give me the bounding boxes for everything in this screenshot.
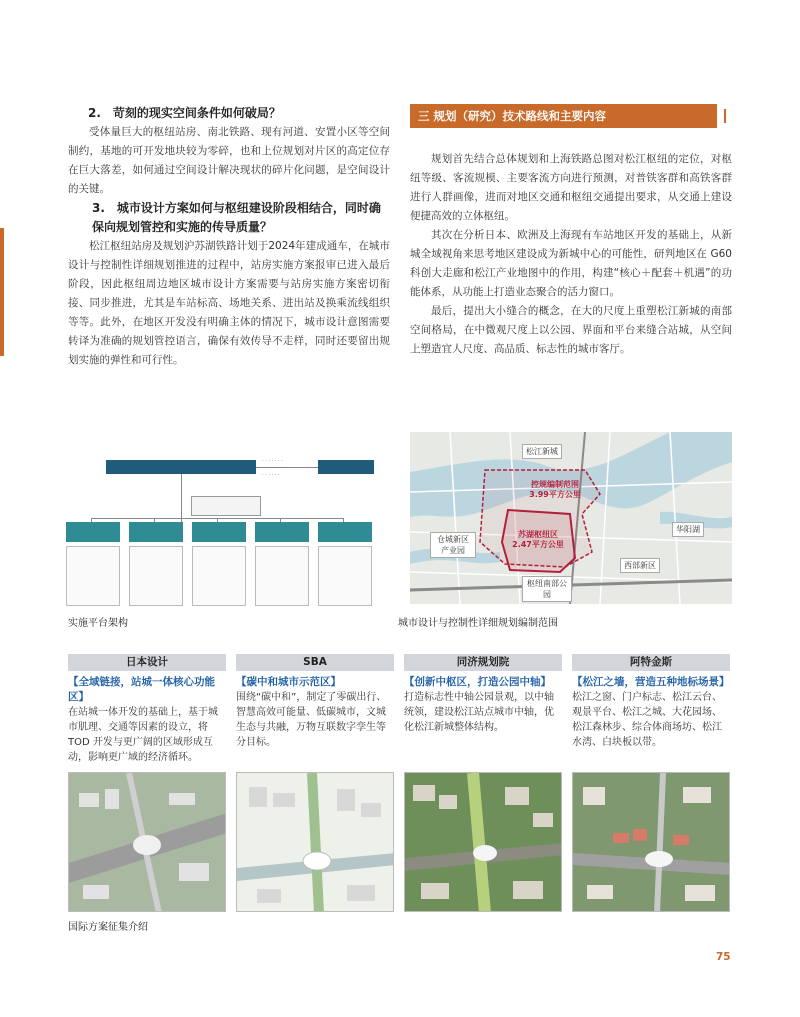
section-header-tail: [712, 104, 732, 128]
proposal-1-desc: 在站城一体开发的基础上，基于城市肌理、交通等因素的设立，将 TOD 开发与更广阔的区域形成互动，影响更广域的经济循环。: [68, 707, 218, 763]
right-paragraph-1: 规划首先结合总体规划和上海铁路总图对松江枢纽的定位，对枢纽等级、客流规模、主要客流方向进行预测，对普铁客群和高铁客群进行人群画像，进而对地区交通和枢纽交通提出要求，从交通上建设便捷高效的立体枢纽。: [410, 153, 732, 222]
section-header: [410, 104, 732, 128]
right-paragraph-3: 最后，提出大小缝合的概念，在大的尺度上重塑松江新城的南部空间格局，在中微观尺度上以公园、界面和平台来缝合站城，从空间上塑造宜人尺度、高品质、标志性的城市客厅。: [410, 305, 732, 355]
question-3-title: 3. 城市设计方案如何与枢纽建设阶段相结合，同时确保向规划管控和实施的传导质量？: [92, 201, 381, 234]
org-chart-caption: 实施平台架构: [68, 618, 128, 629]
proposal-3-title: 【创新中枢区，打造公园中轴】: [404, 676, 551, 688]
org-top-right-box: [318, 460, 374, 474]
proposal-card-3: [404, 654, 562, 735]
proposal-card-1: [68, 654, 226, 765]
map-label-huayang: 华阳湖: [672, 522, 704, 537]
section-title: 三 规划（研究）技术路线和主要内容: [418, 109, 607, 123]
planning-area-map: [410, 432, 732, 604]
org-detail-2: [129, 546, 183, 606]
proposal-1-title: 【全域链接，站城一体核心功能区】: [68, 676, 215, 703]
map-hub-area-name: 苏湖枢纽区: [518, 530, 558, 539]
left-column: [68, 104, 390, 370]
org-detail-5: [318, 546, 372, 606]
proposal-4-desc: 松江之窗、门户标志、松江云台、观景平台、松江之城、大花园场、松江森林步、综合体商场坊、松江水湾、白块板以带。: [572, 692, 722, 748]
map-hub-area-size: 2.47平方公里: [512, 540, 564, 549]
map-label-songjiang: 松江新城: [522, 444, 562, 459]
proposal-2-rendering: [236, 772, 394, 912]
org-top-box: [106, 460, 256, 474]
right-column: [410, 104, 732, 359]
map-label-xiqiao: 西部新区: [620, 558, 660, 573]
right-paragraph-2: 其次在分析日本、欧洲及上海现有车站地区开发的基础上，从新城全域视角来思考地区建设成为新城中心的可能性，研判地区在 G60 科创大走廊和松江产业地图中的作用，构建“核心＋配套＋机遇”的功能体系，从功能上打造业态聚合的活力窗口。: [410, 229, 732, 298]
page-number: 75: [716, 951, 731, 963]
map-control-area-size: 3.99平方公里: [529, 490, 581, 499]
side-accent-bar: [0, 228, 4, 356]
org-detail-1: [66, 546, 120, 606]
map-control-area-name: 控规编制范围: [531, 480, 579, 489]
org-node-4: [255, 522, 309, 542]
proposal-1-team: 日本设计: [68, 654, 226, 671]
proposal-4-team: 阿特金斯: [572, 654, 730, 671]
proposal-4-rendering: [572, 772, 730, 912]
question-2-paragraph: 受体量巨大的枢纽站房、南北铁路、现有河道、安置小区等空间制约，基地的可开发地块较为零碎，也和上位规划对片区的高定位存在巨大落差，如何通过空间设计解决现状的碎片化问题，是空间设计的关键。: [68, 126, 390, 195]
proposal-2-title: 【碳中和城市示范区】: [236, 676, 341, 688]
question-2-title: 2. 苛刻的现实空间条件如何破局？: [88, 106, 281, 120]
org-node-2: [129, 522, 183, 542]
proposal-2-team: SBA: [236, 654, 394, 671]
proposal-3-team: 同济规划院: [404, 654, 562, 671]
map-label-industrial-park: 仓城新区产业园: [430, 532, 476, 558]
org-detail-3: [192, 546, 246, 606]
proposal-4-title: 【松江之墙，营造五种地标场景】: [572, 676, 730, 688]
map-label-hub-park: 枢纽南部公园: [522, 576, 572, 602]
org-node-5: [318, 522, 372, 542]
map-control-area: [510, 480, 600, 500]
map-hub-area: [498, 530, 578, 550]
org-chart-figure: · · · · · · · · · · · · · · · · · · · ·: [66, 458, 386, 608]
proposal-card-4: [572, 654, 730, 750]
proposal-3-rendering: [404, 772, 562, 912]
org-detail-4: [255, 546, 309, 606]
map-caption: 城市设计与控制性详细规划编制范围: [398, 618, 558, 629]
question-3-paragraph: 松江枢纽站房及规划沪苏湖铁路计划于2024年建成通车，在城市设计与控制性详细规划推进的过程中，站房实施方案报审已进入最后阶段，因此枢纽周边地区城市设计方案需要与站房实施方案密切衔接、同步推进，尤其是车站标高、场地关系、进出站及换乘流线组织等等。此外，在地区开发没有明确主体的情况下，城市设计意图需要转译为准确的规划管控语言，确保有效传导不走样，同时还要留出规划实施的弹性和可行性。: [68, 240, 390, 366]
proposal-card-2: [236, 654, 394, 750]
proposal-3-desc: 打造标志性中轴公园景观，以中轴统领，建设松江站点城市中轴，优化松江新城整体结构。: [404, 692, 554, 733]
proposals-caption: 国际方案征集介绍: [68, 922, 148, 933]
org-node-1: [66, 522, 120, 542]
proposal-2-desc: 围绕“碳中和”，制定了零碳出行、智慧高效可能量、低碳城市，文城生态与共融，万物互联数字孪生等分目标。: [236, 692, 387, 748]
proposal-1-rendering: [68, 772, 226, 912]
org-node-3: [192, 522, 246, 542]
org-middle-box: [191, 496, 261, 516]
